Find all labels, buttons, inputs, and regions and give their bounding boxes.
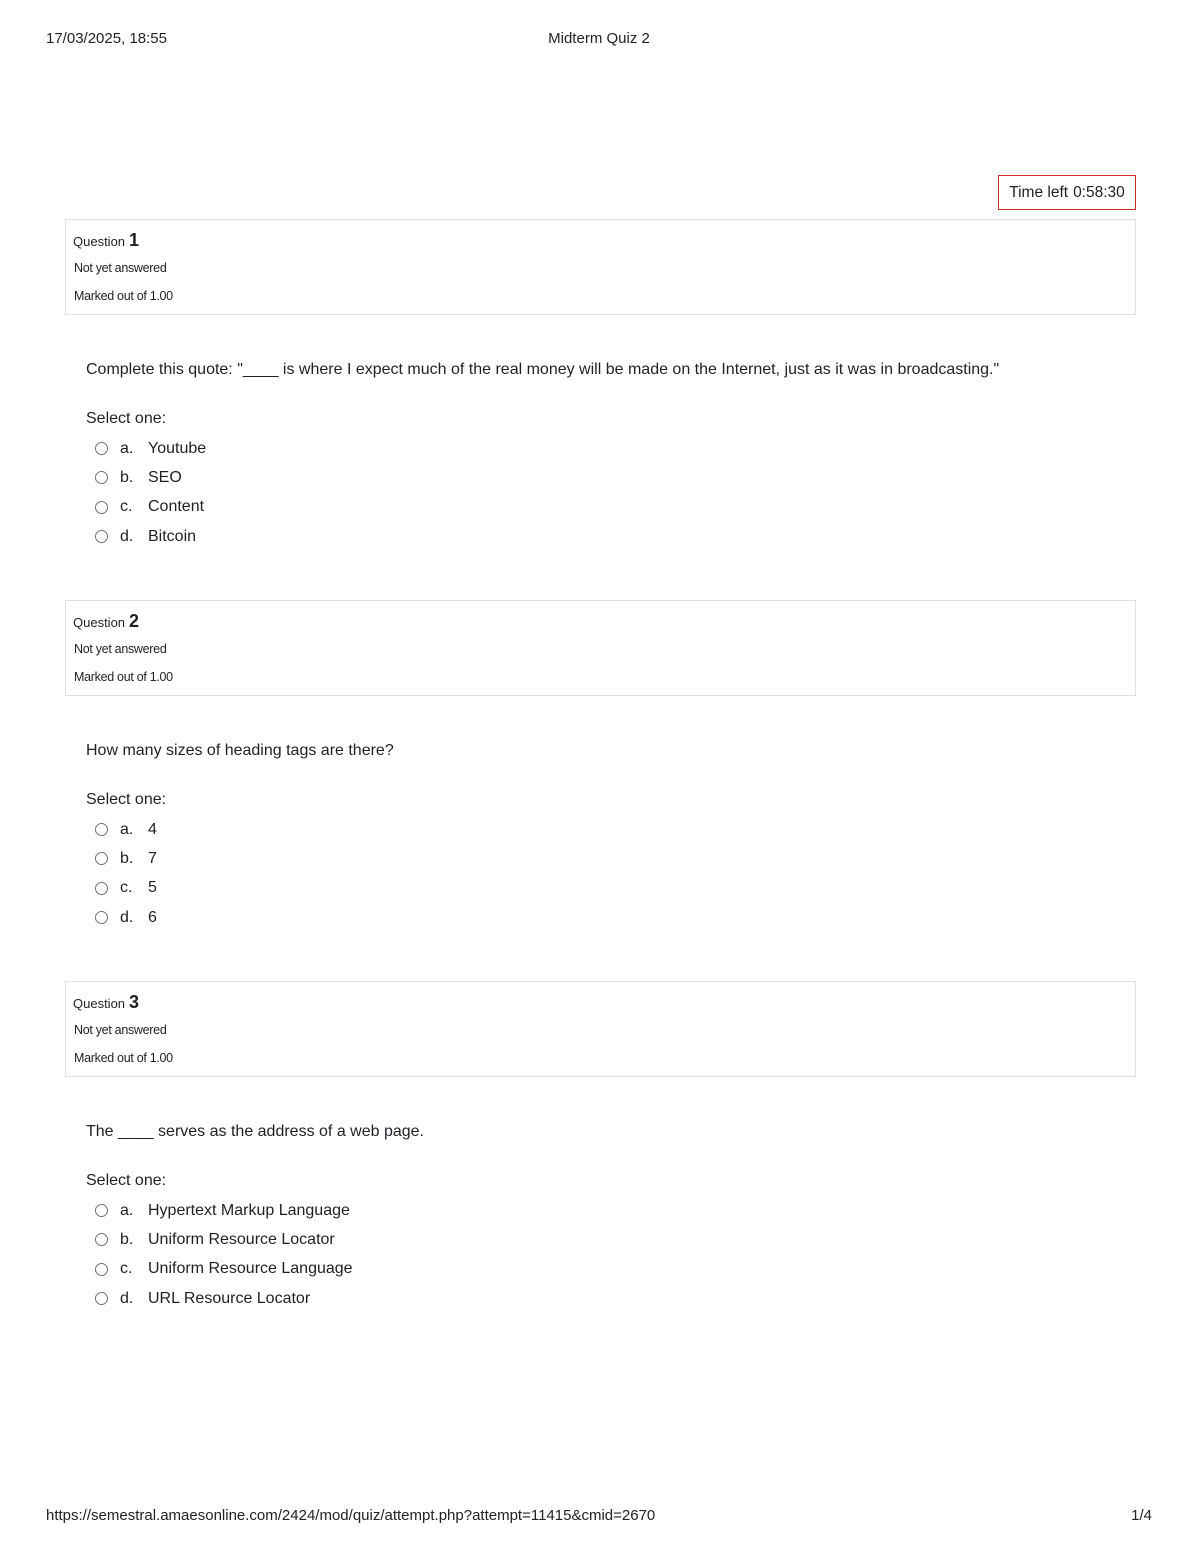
question-number-value: 3 [129,992,140,1012]
answer-options-3 [95,1196,353,1313]
question-label: Question [73,615,126,630]
option-2a[interactable] [95,815,157,844]
option-2d[interactable] [95,903,157,932]
question-info-1 [65,219,1136,315]
option-1a[interactable] [95,434,206,463]
option-letter: b. [120,1230,134,1248]
option-3d[interactable] [95,1284,353,1313]
radio-button[interactable] [95,911,108,924]
option-1d[interactable] [95,522,206,551]
option-label: 7 [148,849,157,867]
answer-options-2 [95,815,157,932]
option-label: 6 [148,908,157,926]
question-grade: Marked out of 1.00 [74,289,173,303]
option-label: Hypertext Markup Language [148,1201,350,1219]
radio-button[interactable] [95,1204,108,1217]
option-letter: c. [120,498,133,516]
select-one-prompt: Select one: [86,1172,167,1189]
question-info-3 [65,981,1136,1077]
question-text-2: How many sizes of heading tags are there? [86,742,394,759]
print-url: https://semestral.amaesonline.com/2424/mod/quiz/attempt.php?attempt=11415&cmid=2670 [46,1507,656,1524]
radio-button[interactable] [95,471,108,484]
question-state: Not yet answered [74,261,167,275]
question-number [73,230,139,251]
radio-button[interactable] [95,501,108,514]
question-state: Not yet answered [74,1023,167,1037]
question-number-value: 1 [129,230,140,250]
option-letter: a. [120,820,134,838]
option-letter: a. [120,1201,134,1219]
print-datetime: 17/03/2025, 18:55 [46,30,167,47]
question-info-2 [65,600,1136,696]
option-label: Bitcoin [148,527,197,545]
option-letter: b. [120,849,134,867]
option-1b[interactable] [95,463,206,492]
question-text-3: The ____ serves as the address of a web page. [86,1123,424,1140]
option-label: SEO [148,468,182,486]
option-3a[interactable] [95,1196,353,1225]
select-one-prompt: Select one: [86,791,167,808]
radio-button[interactable] [95,442,108,455]
option-label: Uniform Resource Locator [148,1230,335,1248]
print-footer [46,1507,1152,1527]
option-letter: b. [120,468,134,486]
select-one-prompt: Select one: [86,410,167,427]
radio-button[interactable] [95,1233,108,1246]
option-letter: c. [120,879,133,897]
radio-button[interactable] [95,882,108,895]
timer-label: Time left [1009,183,1069,201]
question-number [73,992,139,1013]
radio-button[interactable] [95,1263,108,1276]
radio-button[interactable] [95,1292,108,1305]
quiz-timer [998,175,1136,210]
question-number-value: 2 [129,611,140,631]
question-text-1: Complete this quote: "____ is where I expect much of the real money will be made on the Internet, just as it was in broadcasting." [86,361,1000,378]
question-grade: Marked out of 1.00 [74,1051,173,1065]
option-letter: c. [120,1260,133,1278]
print-header [46,30,1152,50]
option-label: Uniform Resource Language [148,1260,353,1278]
option-2c[interactable] [95,874,157,903]
option-label: Content [148,498,205,516]
option-2b[interactable] [95,844,157,873]
question-label: Question [73,234,126,249]
option-letter: d. [120,527,134,545]
radio-button[interactable] [95,823,108,836]
question-label: Question [73,996,126,1011]
option-letter: a. [120,439,134,457]
option-1c[interactable] [95,493,206,522]
question-state: Not yet answered [74,642,167,656]
question-number [73,611,139,632]
option-3b[interactable] [95,1225,353,1254]
radio-button[interactable] [95,530,108,543]
option-3c[interactable] [95,1255,353,1284]
radio-button[interactable] [95,852,108,865]
question-grade: Marked out of 1.00 [74,670,173,684]
answer-options-1 [95,434,206,551]
option-label: URL Resource Locator [148,1289,311,1307]
print-title: Midterm Quiz 2 [548,30,650,47]
option-label: 4 [148,820,157,838]
option-letter: d. [120,1289,134,1307]
timer-value: 0:58:30 [1073,183,1125,201]
option-letter: d. [120,908,134,926]
option-label: 5 [148,879,157,897]
print-page-number: 1/4 [1131,1507,1152,1524]
option-label: Youtube [148,439,207,457]
